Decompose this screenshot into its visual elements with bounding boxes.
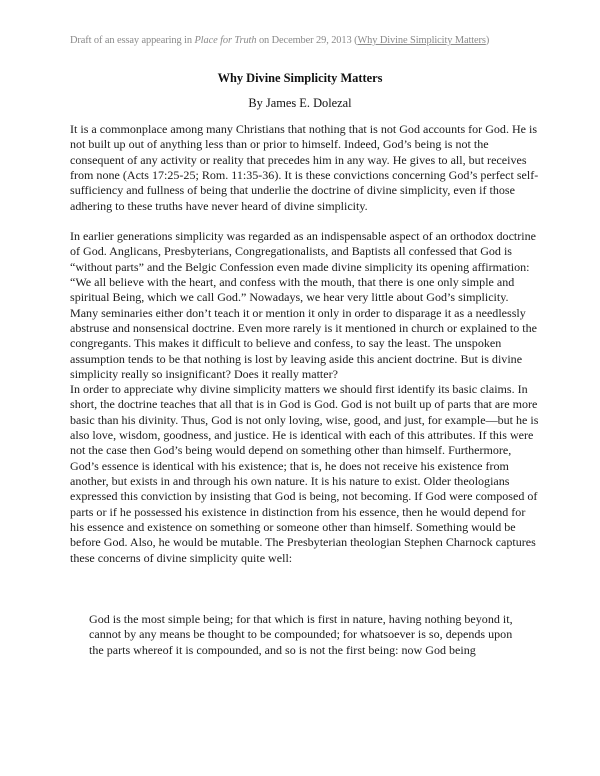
paragraph-line: simplicity really so insignificant? Does it really matter?	[70, 367, 338, 382]
paragraph-line: not the case then God’s being would depend on something other than himself. Furthermore,	[70, 443, 512, 458]
paragraph-line: from none (Acts 17:25-25; Rom. 11:35-36). It is these convictions concerning God’s perfect self-	[70, 168, 539, 183]
quote-line: the parts whereof it is compounded, and so is not the first being: now God being	[89, 642, 476, 657]
paragraph-line: short, the doctrine teaches that all that is in God is God. God is not built up of parts that are more	[70, 397, 538, 412]
paragraph-line: In earlier generations simplicity was regarded as an indispensable aspect of an orthodox doctrine	[70, 229, 536, 243]
block-quote	[89, 612, 529, 658]
paragraph-line: also love, wisdom, goodness, and justice. He is identical with each of this attributes. If this were	[70, 428, 534, 443]
paragraph-3	[70, 382, 539, 566]
publication-name: Place for Truth	[194, 35, 257, 46]
paragraph-line: sufficiency and fullness of being that underlie the doctrine of divine simplicity, even if those	[70, 183, 515, 198]
paragraph-line: “We all believe with the heart, and confess with the mouth, that there is one only simple and	[70, 275, 515, 290]
paragraph-1	[70, 122, 539, 214]
paragraph-line: In order to appreciate why divine simplicity matters we should first identify its basic claims. In	[70, 382, 528, 396]
paragraph-line: consequent of any activity or reality that precedes him in any way. He gives to all, but receives	[70, 152, 527, 167]
quote-line: God is the most simple being; for that which is first in nature, having nothing beyond it,	[89, 612, 513, 626]
paragraph-line: expressed this conviction by insisting that God is being, not becoming. If God were composed of	[70, 489, 538, 504]
paragraph-line: adhering to these truths have never heard of divine simplicity.	[70, 198, 368, 213]
paragraph-line: not built up out of anything less than or prior to himself. Indeed, God’s being is not the	[70, 137, 489, 152]
header-middle: on December 29, 2013 (	[256, 35, 358, 46]
paragraph-line: It is a commonplace among many Christians that nothing that is not God accounts for God. He is	[70, 122, 538, 136]
paragraph-line: Many seminaries either don’t teach it or mention it only in order to disparage it as a needlessly	[70, 305, 526, 320]
quote-line: cannot by any means be thought to be compounded; for whatsoever is so, depends upon	[89, 627, 513, 642]
paragraph-2	[70, 229, 538, 382]
essay-title: Why Divine Simplicity Matters	[217, 71, 383, 85]
paragraph-line: “without parts” and the Belgic Confession even made divine simplicity its opening affirmation:	[70, 259, 530, 274]
paragraph-line: parts or if he possessed his existence in distinction from his essence, then he would depend for	[70, 504, 526, 519]
paragraph-line: another, but exists in and through his own nature. It is his nature to exist. Older theologians	[70, 474, 510, 489]
paragraph-line: his essence and existence on something or someone other than himself. Something would be	[70, 520, 516, 535]
paragraph-line: basic than his divinity. Thus, God is not only loving, wise, good, and just, for example—but he is	[70, 412, 539, 427]
paragraph-line: these concerns of divine simplicity quite well:	[70, 550, 293, 565]
paragraph-line: God’s essence is identical with his existence; that is, he does not receive his existence from	[70, 458, 509, 473]
paragraph-line: before God. Also, he would be mutable. The Presbyterian theologian Stephen Charnock captures	[70, 535, 536, 550]
essay-author: By James E. Dolezal	[248, 96, 352, 110]
header-suffix: )	[485, 35, 490, 46]
draft-header-note	[70, 35, 540, 46]
paragraph-line: of God. Anglicans, Presbyterians, Congregationalists, and Baptists all confessed that God is	[70, 244, 512, 259]
paragraph-line: congregants. This makes it difficult to believe and confess, to say the least. The unspoken	[70, 336, 502, 351]
header-prefix: Draft of an essay appearing in	[70, 35, 195, 46]
paragraph-line: spiritual Being, which we call God.” Nowadays, we hear very little about God’s simplicity.	[70, 290, 509, 305]
essay-link[interactable]: Why Divine Simplicity Matters	[357, 35, 486, 46]
paragraph-line: assumption tends to be that nothing is lost by leaving aside this ancient doctrine. But is divine	[70, 351, 523, 366]
paragraph-line: abstruse and nonsensical doctrine. Even more rarely is it mentioned in church or explained to the	[70, 321, 538, 336]
